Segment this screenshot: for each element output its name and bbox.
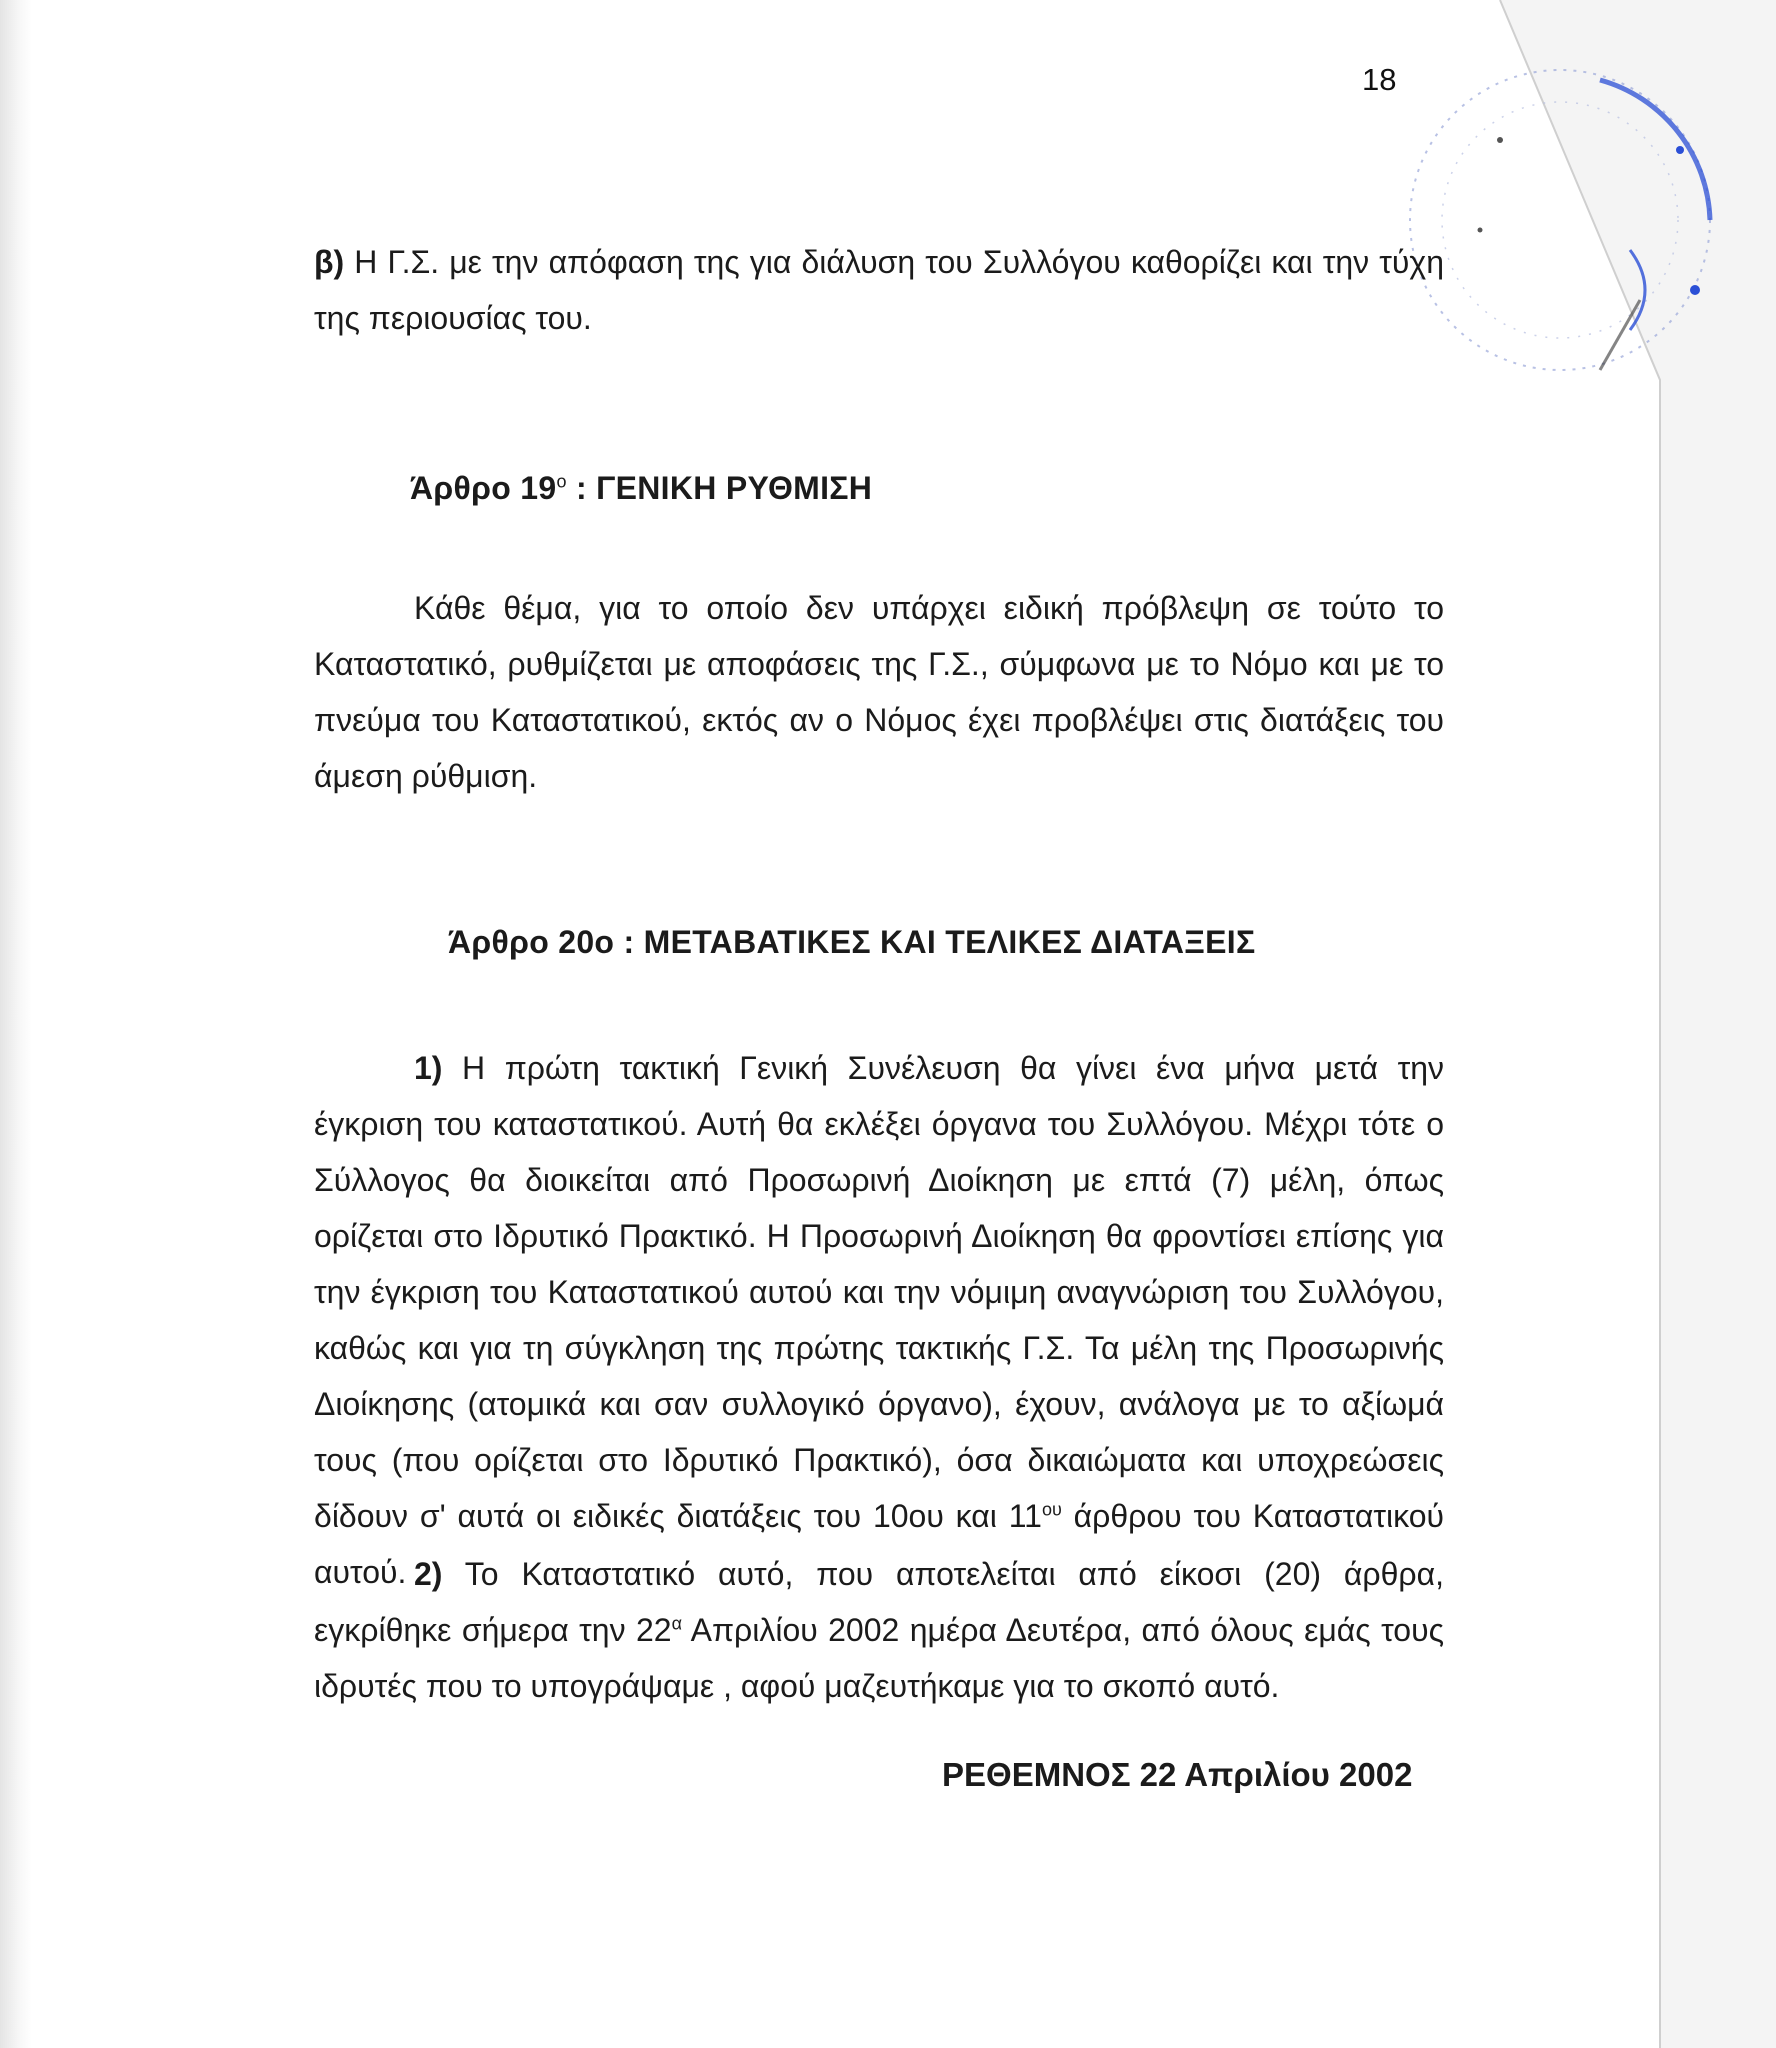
article-20-p1-text: Η πρώτη τακτική Γενική Συνέλευση θα γίνει ένα μήνα μετά την έγκριση του καταστατικού. Αυτή θα εκλέξει όργανα του Συλλόγου. Μέχρι τότε ο Σύλλογος θα διοικείται από Προσωρινή Διοίκηση με επτά (7) μέλη, όπως ορίζεται στο Ιδρυτικό Πρακτικό. Η Προσωρινή Διοίκηση θα φροντίσει επίσης για την έγκριση του Καταστατικού αυτού και την νόμιμη αναγνώριση του Συλλόγου, καθώς και για τη σύγκληση της πρώτης τακτικής Γ.Σ. Τα μέλη της Προσωρινής Διοίκησης (ατομικά και σαν συλλογικό όργανο), έχουν, ανάλογα με το αξίωμά τους (που ορίζεται στο Ιδρυτικό Πρακτικό), όσα δικαιώματα και υποχρεώσεις δίδουν σ' αυτά οι ειδικές διατάξεις του 10ου και 11 <box>314 1050 1444 1534</box>
page-number: 18 <box>1362 62 1397 97</box>
article-19-prefix: Άρθρο 19 <box>410 470 557 506</box>
article-20-p2-superscript: α <box>671 1613 682 1634</box>
section-b-lead: β) <box>314 244 345 280</box>
article-20-p2-text-b: Απριλίου 2002 ημέρα Δευτέρα, από όλους εμάς τους ιδρυτές που το υπογράψαμε , αφού μαζευτήκαμε για το σκοπό αυτό. <box>314 1612 1445 1704</box>
article-20-paragraph-1 <box>314 1040 1444 1600</box>
article-20-paragraph-2 <box>314 1546 1444 1714</box>
official-seal-stamp <box>1300 50 1720 410</box>
article-20-p1-tail: άρθρου του Καταστατικού αυτού. <box>314 1498 1445 1590</box>
article-20-p1-lead: 1) <box>414 1050 443 1086</box>
article-20-p2-lead: 2) <box>414 1556 443 1592</box>
article-19-heading <box>410 470 872 507</box>
place-date-footer: ΡΕΘΕΜΝΟΣ 22 Απριλίου 2002 <box>942 1756 1413 1793</box>
article-20-p1-superscript: ου <box>1041 1499 1062 1520</box>
article-19-superscript: ο <box>556 471 567 492</box>
section-b-paragraph <box>314 234 1444 346</box>
article-19-body: Κάθε θέμα, για το οποίο δεν υπάρχει ειδική πρόβλεψη σε τούτο το Καταστατικό, ρυθμίζεται με αποφάσεις της Γ.Σ., σύμφωνα με το Νόμο και με το πνεύμα του Καταστατικού, εκτός αν ο Νόμος έχει προβλέψει στις διατάξεις του άμεση ρύθμιση. <box>314 590 1444 794</box>
article-19-title: : ΓΕΝΙΚΗ ΡΥΘΜΙΣΗ <box>566 470 873 506</box>
article-20-p2-text-a: Το Καταστατικό αυτό, που αποτελείται από είκοσι (20) άρθρα, εγκρίθηκε σήμερα την 22 <box>314 1556 1445 1648</box>
section-b-text: Η Γ.Σ. με την απόφαση της για διάλυση του Συλλόγου καθορίζει και την τύχη της περιουσίας του. <box>314 244 1445 336</box>
article-20-heading: Άρθρο 20ο : ΜΕΤΑΒΑΤΙΚΕΣ ΚΑΙ ΤΕΛΙΚΕΣ ΔΙΑΤΑΞΕΙΣ <box>448 924 1256 960</box>
scan-edge-shadow <box>0 0 32 2048</box>
